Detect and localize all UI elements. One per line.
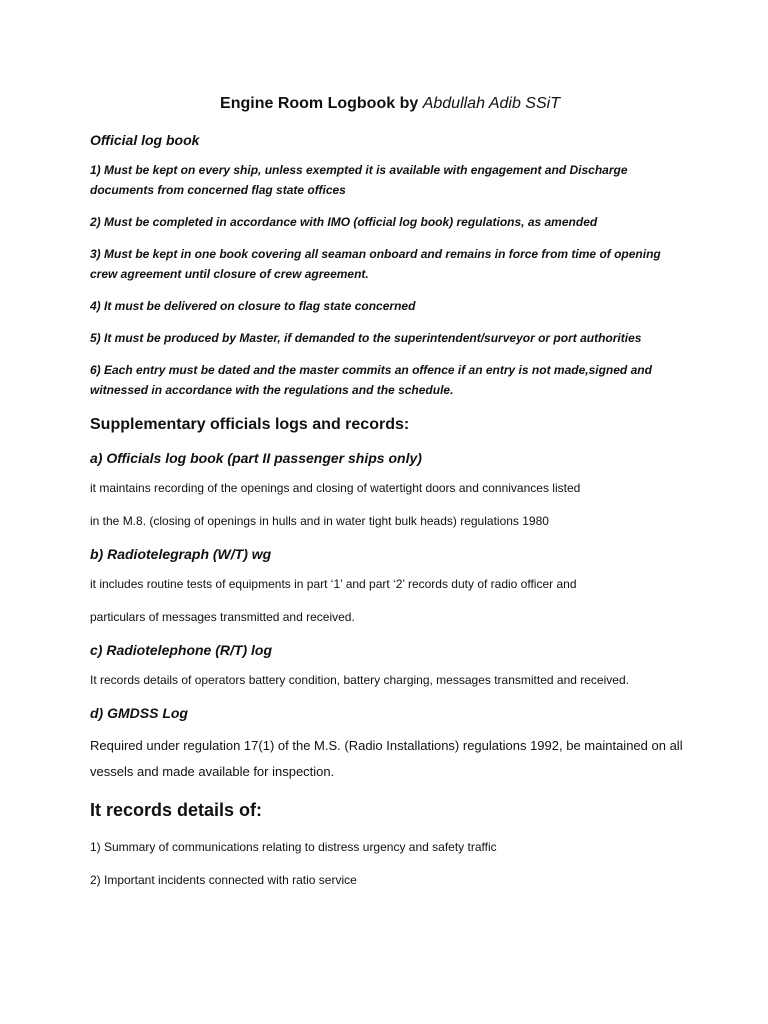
document-title [90, 92, 690, 116]
section-b-line-1: it includes routine tests of equipments in part ‘1’ and part ‘2’ records duty of radio officer and [90, 577, 577, 591]
section-c-heading: c) Radiotelephone (R/T) log [90, 642, 272, 658]
official-rule-4: 4) It must be delivered on closure to flag state concerned [90, 299, 416, 313]
section-a-line-1: it maintains recording of the openings and closing of watertight doors and connivances listed [90, 481, 581, 495]
official-rule-2: 2) Must be completed in accordance with IMO (official log book) regulations, as amended [90, 215, 598, 229]
title-main: Engine Room Logbook by [220, 95, 419, 112]
records-heading: It records details of: [90, 800, 263, 820]
section-c-line-1: It records details of operators battery condition, battery charging, messages transmitted and received. [90, 673, 629, 687]
supplementary-heading: Supplementary officials logs and records: [90, 416, 410, 433]
records-item-2: 2) Important incidents connected with ratio service [90, 873, 357, 887]
section-d-text: Required under regulation 17(1) of the M.S. (Radio Installations) regulations 1992, be maintained on all vessels and made available for inspection. [90, 738, 683, 779]
title-author: Abdullah Adib SSiT [422, 95, 560, 112]
section-d-heading: d) GMDSS Log [90, 705, 188, 721]
official-rule-6: 6) Each entry must be dated and the master commits an offence if an entry is not made,signed and witnessed in accordance with the regulations and the schedule. [90, 363, 652, 397]
official-rule-1: 1) Must be kept on every ship, unless exempted it is available with engagement and Discharge documents from concerned flag state offices [90, 163, 628, 197]
official-log-heading: Official log book [90, 132, 200, 148]
section-a-line-2: in the M.8. (closing of openings in hulls and in water tight bulk heads) regulations 1980 [90, 514, 549, 528]
section-b-line-2: particulars of messages transmitted and received. [90, 610, 355, 624]
official-rule-5: 5) It must be produced by Master, if demanded to the superintendent/surveyor or port authorities [90, 331, 642, 345]
section-b-heading: b) Radiotelegraph (W/T) wg [90, 546, 272, 562]
records-item-1: 1) Summary of communications relating to distress urgency and safety traffic [90, 840, 497, 854]
official-rule-3: 3) Must be kept in one book covering all seaman onboard and remains in force from time of opening crew agreement until closure of crew agreement. [90, 247, 661, 281]
document-page [90, 92, 690, 903]
section-a-heading: a) Officials log book (part II passenger ships only) [90, 450, 422, 466]
